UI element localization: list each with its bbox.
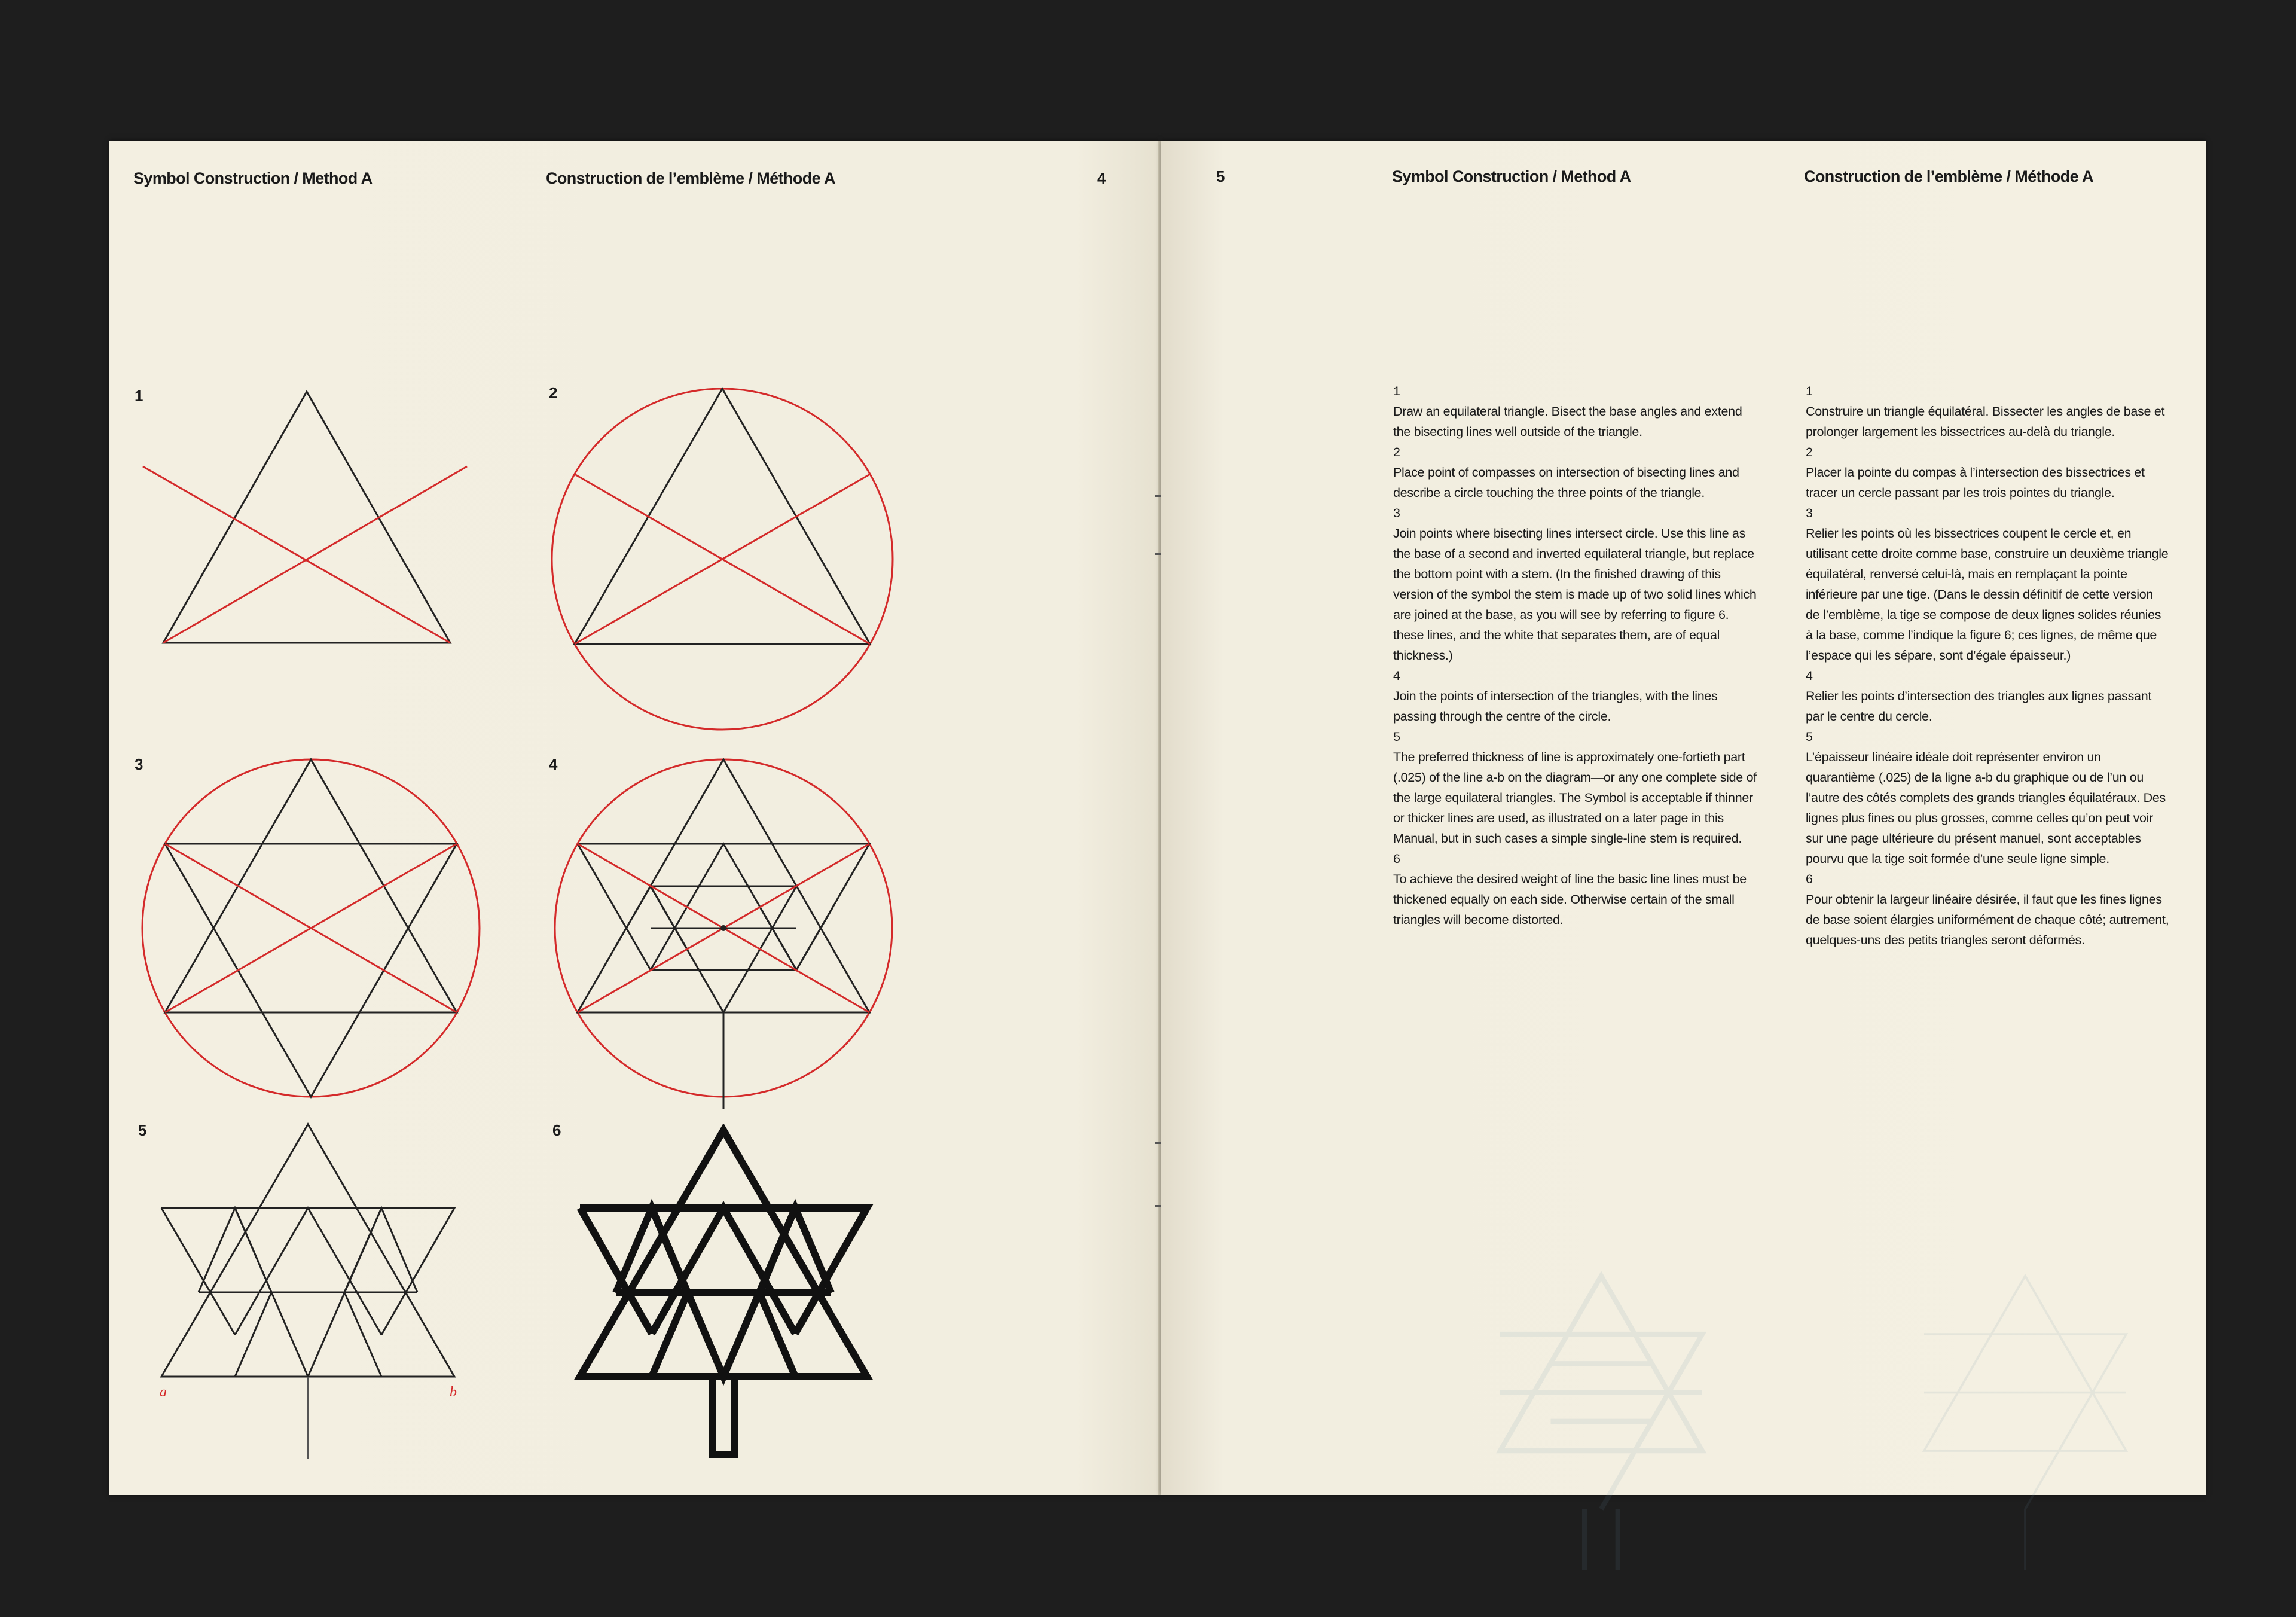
step-en-5 (1393, 727, 1758, 849)
inverted-triangle-side (161, 1208, 235, 1335)
right-header-en: Symbol Construction / Method A (1392, 167, 1631, 185)
inverted-triangle (161, 1208, 454, 1335)
figure-number-1: 1 (135, 387, 144, 405)
step-fr-3 (1806, 503, 2170, 666)
binding-mark (1155, 1142, 1161, 1144)
step-number: 5 (1393, 730, 1400, 744)
left-header-fr: Construction de l’emblème / Méthode A (546, 169, 835, 187)
step-fr-2 (1806, 442, 2170, 503)
step-number: 6 (1393, 852, 1400, 866)
figure-number-2: 2 (549, 384, 558, 402)
grid-line (760, 907, 833, 970)
step-number: 3 (1393, 506, 1400, 520)
equilateral-triangle (163, 392, 450, 643)
step-number: 2 (1393, 445, 1400, 459)
step-text: L’épaisseur linéaire idéale doit représenter environ un quarantième (.025) de la ligne a-b du graphique ou de l’un ou l’autre des côtés complets des grands triangles équilatéraux. Des lignes plus fines ou plus grosses, comme celles qu’on peut voir sur une page ultérieure du présent manuel, sont acceptables pourvu que la tige soit formée d’une seule ligne simple. (1806, 750, 2166, 866)
figure-3-diagram (138, 755, 484, 1102)
step-text: To achieve the desired weight of line the basic line lines must be thickened equally on each side. Otherwise certain of the small triangles will become distorted. (1393, 872, 1747, 927)
step-number: 6 (1806, 872, 1813, 886)
step-fr-6 (1806, 869, 2170, 950)
step-number: 4 (1393, 669, 1400, 683)
figure-6-symbol (571, 1124, 876, 1459)
step-number: 2 (1806, 445, 1813, 459)
show-through-symbol-en (1452, 1265, 1751, 1576)
step-en-1 (1393, 381, 1758, 442)
upright-triangle (165, 759, 457, 1012)
step-text: Pour obtenir la largeur linéaire désirée, il faut que les fines lignes de base soient élargies uniformément de chaque côté; autrement, quelques-uns des petits triangles seront déformés. (1806, 892, 2169, 947)
upright-triangle (161, 1124, 454, 1377)
step-number: 4 (1806, 669, 1813, 683)
step-number: 1 (1393, 384, 1400, 398)
inverted-triangle-side (578, 844, 651, 970)
figure-number-6: 6 (552, 1121, 561, 1139)
bisector-line (163, 466, 467, 643)
step-number: 3 (1806, 506, 1813, 520)
figure-number-5: 5 (138, 1121, 147, 1139)
step-text: Construire un triangle équilatéral. Bissecter les angles de base et prolonger largement les bissectrices au-delà du triangle. (1806, 404, 2165, 439)
left-page-number: 4 (1097, 169, 1106, 187)
step-text: Relier les points où les bissectrices coupent le cercle et, en utilisant cette droite comme base, construire un deuxième triangle équilatéral, renversé celui-là, mais en remplaçant la pointe inférieure par une tige. (Dans le dessin définitif de cette version de l’emblème, la tige se compose de deux lignes solides réunies à la base, comme l’indique la figure 6; ces lignes, de même que l’espace qui les sépare, sont d’égale épaisseur.) (1806, 526, 2169, 663)
figure-number-4: 4 (549, 755, 558, 773)
grid-line (614, 886, 687, 949)
inverted-triangle (578, 844, 869, 970)
equilateral-triangle (575, 389, 870, 644)
right-page-number: 5 (1216, 167, 1225, 185)
right-page (1161, 141, 2206, 1495)
step-text: Placer la pointe du compas à l’intersection des bissectrices et tracer un cercle passant par les trois pointes du triangle. (1806, 465, 2145, 500)
step-en-6 (1393, 849, 1758, 930)
instructions-en (1393, 381, 1758, 930)
figure-2-diagram (546, 383, 899, 736)
figure-1-diagram (139, 386, 474, 655)
instructions-fr (1806, 381, 2170, 950)
label-b: b (450, 1384, 457, 1400)
bisector-line (143, 466, 450, 643)
step-text: Draw an equilateral triangle. Bisect the base angles and extend the bisecting lines well outside of the triangle. (1393, 404, 1742, 439)
step-number: 5 (1806, 730, 1813, 744)
right-header-fr: Construction de l’emblème / Méthode A (1804, 167, 2093, 185)
step-fr-4 (1806, 666, 2170, 727)
grid-line (651, 886, 796, 1012)
step-text: The preferred thickness of line is approximately one-fortieth part (.025) of the line a-b on the diagram—or any one complete side of the large equilateral triangles. The Symbol is acceptable if thinner or thicker lines are used, as illustrated on a later page in this Manual, but in such cases a simple single-line stem is required. (1393, 750, 1757, 846)
inverted-triangle (165, 844, 457, 1097)
show-through-symbol-fr (1876, 1265, 2175, 1576)
step-en-3 (1393, 503, 1758, 666)
step-text: Join the points of intersection of the triangles, with the lines passing through the centre of the circle. (1393, 689, 1718, 724)
binding-mark (1155, 553, 1161, 555)
step-fr-5 (1806, 727, 2170, 869)
symbol-stem (713, 1380, 734, 1454)
figure-5-diagram (158, 1121, 469, 1468)
step-text: Place point of compasses on intersection of bisecting lines and describe a circle touching the three points of the triangle. (1393, 465, 1739, 500)
step-en-2 (1393, 442, 1758, 503)
symbol-upright-triangle (580, 1130, 867, 1377)
centre-point (720, 925, 726, 931)
grid-line (651, 844, 796, 970)
figure-number-3: 3 (135, 755, 144, 773)
step-number: 1 (1806, 384, 1813, 398)
binding-mark (1155, 495, 1161, 497)
step-text: Join points where bisecting lines intersect circle. Use this line as the base of a second and inverted equilateral triangle, but replace the bottom point with a stem. (In the finished drawing of this version of the symbol the stem is made up of two solid lines which are joined at the base, as you will see by referring to figure 6. these lines, and the white that separates them, are of equal thickness.) (1393, 526, 1757, 663)
binding-mark (1155, 1205, 1161, 1207)
step-en-4 (1393, 666, 1758, 727)
symbol-grid-line (652, 1208, 795, 1334)
figure-4-diagram (550, 755, 897, 1113)
label-a: a (160, 1384, 167, 1400)
step-fr-1 (1806, 381, 2170, 442)
left-header-en: Symbol Construction / Method A (133, 169, 373, 187)
grid-line (235, 1208, 381, 1335)
step-text: Relier les points d’intersection des triangles aux lignes passant par le centre du cercle. (1806, 689, 2152, 724)
